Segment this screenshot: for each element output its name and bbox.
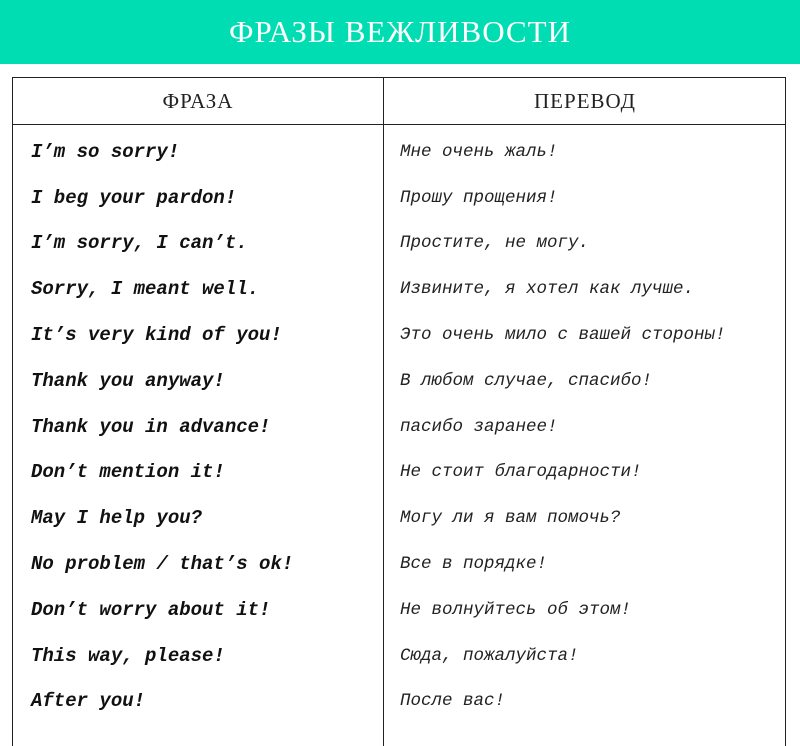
phrase-english: Don’t mention it! [31,461,225,484]
phrase-english: I’m sorry, I can’t. [31,232,248,255]
title-banner [0,0,800,64]
table-row [13,633,785,679]
phrase-english: It’s very kind of you! [31,324,282,347]
phrases-table [12,77,786,746]
phrase-russian: Все в порядке! [400,554,548,575]
table-row [13,450,785,496]
phrase-russian: После вас! [400,691,506,712]
table-row [13,312,785,358]
phrase-russian: Не волнуйтесь об этом! [400,599,632,620]
table-row [13,587,785,633]
table-header [13,78,785,125]
phrase-english: I’m so sorry! [31,140,180,163]
phrase-english: I beg your pardon! [31,186,237,209]
phrase-english: Thank you anyway! [31,369,225,392]
table-row [13,404,785,450]
phrase-russian: Простите, не могу. [400,233,590,254]
table-row [13,541,785,587]
phrase-russian: Мне очень жаль! [400,141,558,162]
table-row [13,495,785,541]
phrase-english: Sorry, I meant well. [31,278,260,301]
phrase-russian: Могу ли я вам помочь? [400,508,621,529]
phrase-english: Don’t worry about it! [31,598,271,621]
phrase-russian: пасибо заранее! [400,416,558,437]
table-row [13,175,785,221]
phrase-russian: Прошу прощения! [400,187,558,208]
phrase-english: May I help you? [31,507,203,530]
phrase-english: Thank you in advance! [31,415,271,438]
header-translation: ПЕРЕВОД [534,88,636,113]
phrase-russian: Это очень мило с вашей стороны! [400,325,726,346]
table-row [13,358,785,404]
phrase-russian: Не стоит благодарности! [400,462,642,483]
page-title: ФРАЗЫ ВЕЖЛИВОСТИ [229,14,571,49]
table-body [13,129,785,724]
phrase-english: This way, please! [31,644,225,667]
phrase-english: No problem / that’s ok! [31,553,294,576]
phrase-english: After you! [31,690,146,713]
table-row [13,221,785,267]
header-phrase: ФРАЗА [162,88,234,113]
table-row [13,679,785,725]
table-row [13,129,785,175]
phrase-russian: Извините, я хотел как лучше. [400,279,695,300]
table-row [13,266,785,312]
phrase-russian: В любом случае, спасибо! [400,370,653,391]
phrase-russian: Сюда, пожалуйста! [400,645,579,666]
